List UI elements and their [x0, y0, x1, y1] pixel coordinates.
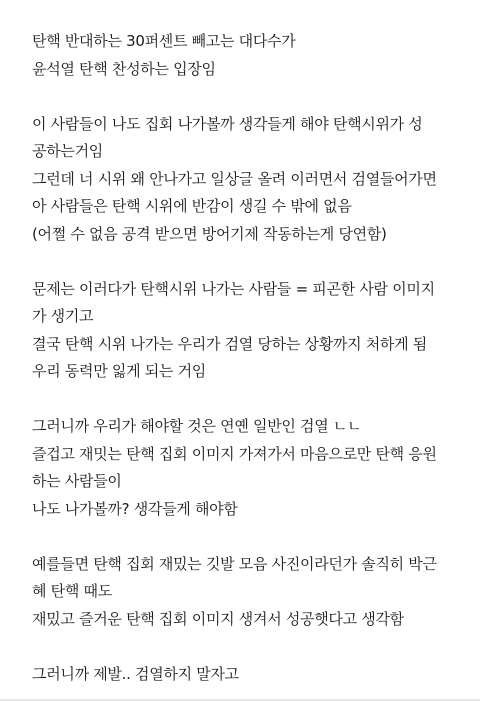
- text-line: 나도 나가볼까? 생각들게 해야함: [32, 499, 238, 518]
- text-line: (어쩔 수 없음 공격 받으면 방어기제 작동하는게 당연함): [32, 224, 387, 243]
- paragraph: [32, 661, 472, 689]
- text-line: 아 사람들은 탄핵 시위에 반감이 생길 수 밖에 없음: [32, 197, 352, 215]
- text-line: 즐겁고 재밋는 탄핵 집회 이미지 가져가서 마음으로만 탄핵 응원: [32, 444, 437, 463]
- paragraph: [32, 551, 472, 634]
- text-line: 윤석열 탄핵 찬성하는 입장임: [32, 59, 216, 78]
- text-line: 문제는 이러다가 탄핵시위 나가는 사람들 = 피곤한 사람 이미지: [32, 279, 435, 298]
- text-line: 공하는거임: [32, 142, 103, 160]
- paragraph: [32, 28, 472, 83]
- text-line: 이 사람들이 나도 집회 나가볼까 생각들게 해야 탄핵시위가 성: [32, 114, 423, 133]
- paragraph-gap: [32, 248, 472, 276]
- paragraph-gap: [32, 386, 472, 414]
- post-body: [32, 28, 472, 688]
- text-line: 우리 동력만 잃게 되는 거임: [32, 362, 206, 380]
- paragraph-gap: [32, 523, 472, 551]
- text-line: 재밌고 즐거운 탄핵 집회 이미지 생겨서 성공햇다고 생각함: [32, 609, 404, 628]
- text-line: 그러니까 우리가 해야할 것은 연옌 일반인 검열 ㄴㄴ: [32, 417, 362, 435]
- text-line: 그러니까 제발.. 검열하지 말자고: [32, 664, 239, 683]
- text-line: 혜 탄핵 때도: [32, 582, 112, 600]
- text-line: 하는 사람들이: [32, 472, 122, 490]
- text-line: 예를들면 탄핵 집회 재밌는 깃발 모음 사진이라던가 솔직히 박근: [32, 554, 437, 573]
- text-line: 그런데 너 시위 왜 안나가고 일상글 올려 이러면서 검열들어가면: [32, 169, 437, 188]
- text-line: 가 생기고: [32, 307, 94, 325]
- paragraph: [32, 111, 472, 249]
- paragraph-gap: [32, 633, 472, 661]
- paragraph-gap: [32, 83, 472, 111]
- paragraph: [32, 276, 472, 386]
- text-line: 결국 탄핵 시위 나가는 우리가 검열 당하는 상황까지 처하게 됨: [32, 334, 427, 353]
- paragraph: [32, 413, 472, 523]
- text-line: 탄핵 반대하는 30퍼센트 빼고는 대다수가: [32, 32, 296, 50]
